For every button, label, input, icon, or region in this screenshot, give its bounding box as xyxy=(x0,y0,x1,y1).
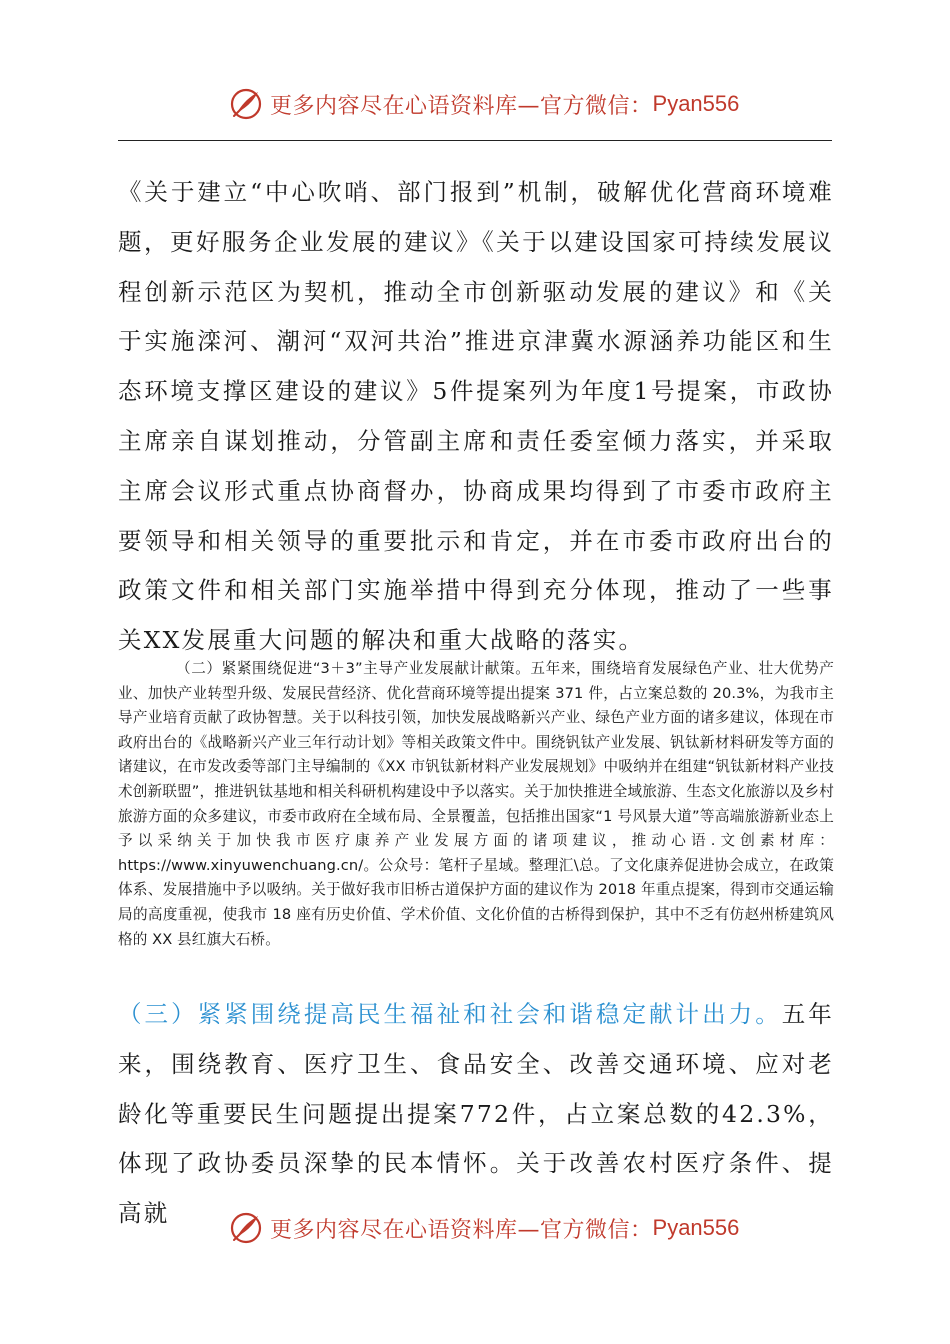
wechat-id: Pyan556 xyxy=(652,91,740,116)
section-heading-3: （三）紧紧围绕提高民生福祉和社会和谐稳定献计出力。 xyxy=(118,1000,782,1028)
wechat-id: Pyan556 xyxy=(652,1215,740,1240)
banner-text: 更多内容尽在心语资料库—官方微信： xyxy=(270,93,653,119)
paragraph-2: （二）紧紧围绕促进“3＋3”主导产业发展献计献策。五年来，围绕培育发展绿色产业、壮大优势产业、加快产业转型升级、发展民营经济、优化营商环境等提出提案 371 件，占立案总数的 20.3%，为我市主导产业培育贡献了政协智慧。关于以科技引领，加快发展战略新兴产业、绿色产业方面的诸多建议，体现在市政府出台的《战略新兴产业三年行动计划》等相关政策文件中。围绕钒钛产业发展、钒钛新材料研发等方面的诸建议，在市发改委等部门主导编制的《XX 市钒钛新材料产业发展规划》中吸纳并在组建“钒钛新材料产业技术创新联盟”，推进钒钛基地和相关科研机构建设中予以落实。关于加快推进全域旅游、生态文化旅游以及乡村旅游方面的众多建议，市委市政府在全域布局、全景覆盖，包括推出国家“1 号风景大道”等高端旅游新业态上予以采纳关于加快我市医疗康养产业发展方面的诸项建议，推动心语.文创素材库：https://www.xinyuwenchuang.cn/。公众号：笔杆子星域。整理汇\总。了文化康养促进协会成立，在政策体系、发展措施中予以吸纳。关于做好我市旧桥古道保护方面的建议作为 2018 年重点提案，得到市交通运输局的高度重视，使我市 18 座有历史价值、学术价值、文化价值的古桥得到保护，其中不乏有仿赵州桥建筑风格的 XX 县红旗大石桥。 xyxy=(118,660,834,948)
quill-logo-icon xyxy=(228,1210,264,1246)
quill-logo-icon xyxy=(228,86,264,122)
banner-text: 更多内容尽在心语资料库—官方微信： xyxy=(270,1217,653,1243)
paragraph-1: 《关于建立“中心吹哨、部门报到”机制，破解优化营商环境难题，更好服务企业发展的建议》《关于以建设国家可持续发展议程创新示范区为契机，推动全市创新驱动发展的建议》和《关于实施滦河、潮河“双河共治”推进京津冀水源涵养功能区和生态环境支撑区建设的建议》5件提案列为年度1号提案，市政协主席亲自谋划推动，分管副主席和责任委室倾力落实，并采取主席会议形式重点协商督办，协商成果均得到了市委市政府主要领导和相关领导的重要批示和肯定，并在市委市政府出台的政策文件和相关部门实施举措中得到充分体现，推动了一些事关XX发展重大问题的解决和重大战略的落实。 xyxy=(118,178,834,655)
header-divider xyxy=(118,140,832,141)
header-banner xyxy=(0,84,950,124)
paragraph-3-body: 五年来，围绕教育、医疗卫生、食品安全、改善交通环境、应对老龄化等重要民生问题提出提案772件，占立案总数的42.3%，体现了政协委员深挚的民本情怀。关于改善农村医疗条件、提高就 xyxy=(118,1000,835,1228)
paragraph-3 xyxy=(118,990,834,1239)
footer-banner xyxy=(0,1208,950,1248)
